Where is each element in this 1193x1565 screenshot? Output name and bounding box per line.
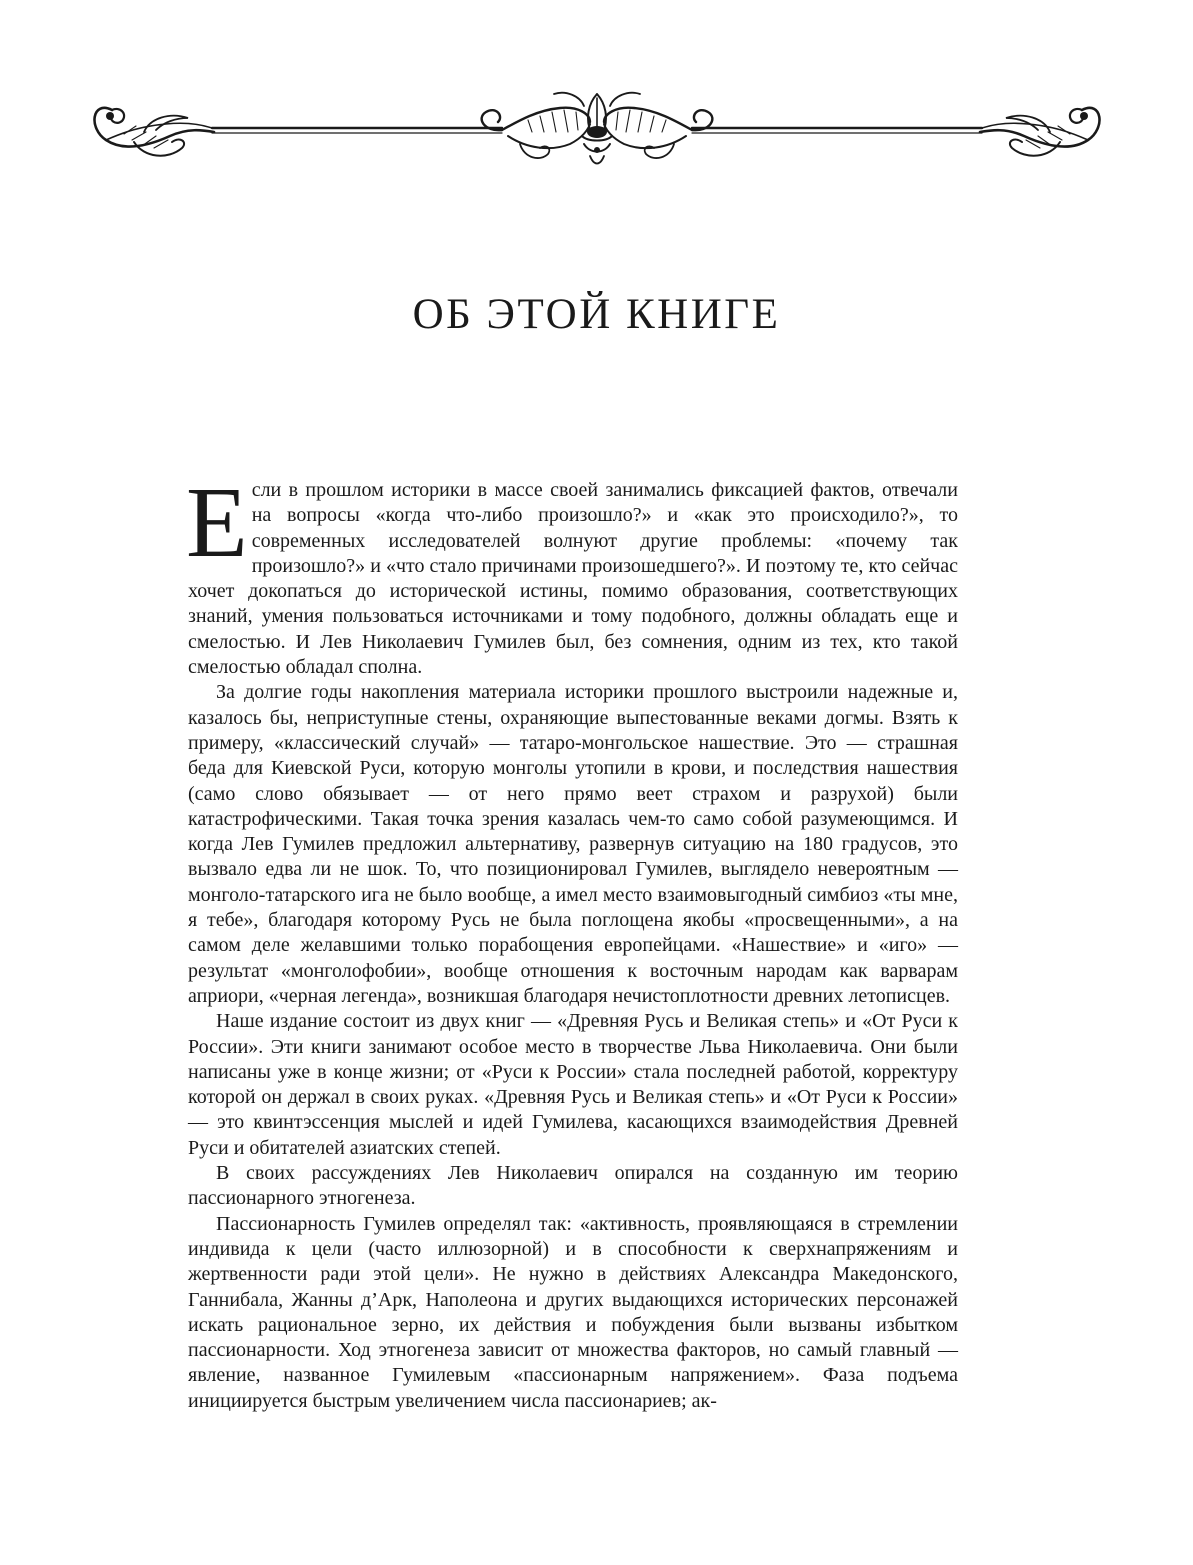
paragraph-text: сли в прошлом историки в массе своей занимались фиксацией фактов, отвечали на вопросы «когда что-либо произошло?» и «как это происходило?», то современных исследователей волнуют другие проблемы: «почему так произошло?» и «что стало причинами произошедшего?». И поэтому те, кто сейчас хочет докопаться до исторической истины, помимо образования, соответствующих знаний, умения пользоваться источниками и тому подобного, должны обладать еще и смелостью. И Лев Николаевич Гумилев был, без сомнения, одним из тех, кто такой смелостью обладал сполна. xyxy=(188,479,958,679)
paragraph xyxy=(186,466,958,680)
paragraph: За долгие годы накопления материала историки прошлого выстроили надежные и, казалось бы, неприступные стены, охраняющие выпестованные веками догмы. Взять к примеру, «классический случай» — татаро-монгольское нашествие. Это — страшная беда для Киевской Руси, которую монголы утопили в крови, и последствия нашествия (само слово обязывает — от него прямо веет страхом и разрухой) были катастрофическими. Такая точка зрения казалась чем-то само собой разумеющимся. И когда Лев Гумилев предложил альтернативу, развернув ситуацию на 180 градусов, это вызвало едва ли не шок. То, что позиционировал Гумилев, выглядело невероятным — монголо-татарского ига не было вообще, а имел место взаимовыгодный симбиоз «ты мне, я тебе», благодаря которому Русь не была поглощена якобы «просвещенными», а на самом деле желавшими только порабощения европейцами. «Нашествие» и «иго» — результат «монголофобии», вообще отношения к восточным народам как варварам априори, «черная легенда», возникшая благодаря нечистоплотности древних летописцев. xyxy=(188,681,958,1007)
paragraph: Пассионарность Гумилев определял так: «активность, проявляющаяся в стремлении индивида к цели (часто иллюзорной) и в способности к сверхнапряжениям и жертвенности ради этой цели». Не нужно в действиях Александра Македонского, Ганнибала, Жанны д’Арк, Наполеона и других выдающихся исторических персонажей искать рациональное зерно, их действия и побуждения были вызваны избытком пассионарности. Ход этногенеза зависит от множества факторов, но самый главный — явление, названное Гумилевым «пассионарным напряжением». Фаза подъема инициируется быстрым увеличением числа пассионариев; ак- xyxy=(188,1212,958,1412)
decorative-header-ornament xyxy=(84,88,1110,170)
article-body xyxy=(186,466,958,1414)
paragraph: Наше издание состоит из двух книг — «Древняя Русь и Великая степь» и «От Руси к России». Эти книги занимают особое место в творчестве Льва Николаевича. Они были написаны уже в конце жизни; от «Руси к России» стала последней работой, корректуру которой он держал в своих руках. «Древняя Русь и Великая степь» и «От Руси к России» — это квинтэссенция мыслей и идей Гумилева, касающихся взаимодействия Древней Руси и обитателей азиатских степей. xyxy=(188,1010,958,1159)
paragraph: В своих рассуждениях Лев Николаевич опирался на созданную им теорию пассионарного этногенеза. xyxy=(188,1162,958,1210)
drop-cap: Е xyxy=(186,466,248,578)
chapter-title: ОБ ЭТОЙ КНИГЕ xyxy=(412,291,781,338)
